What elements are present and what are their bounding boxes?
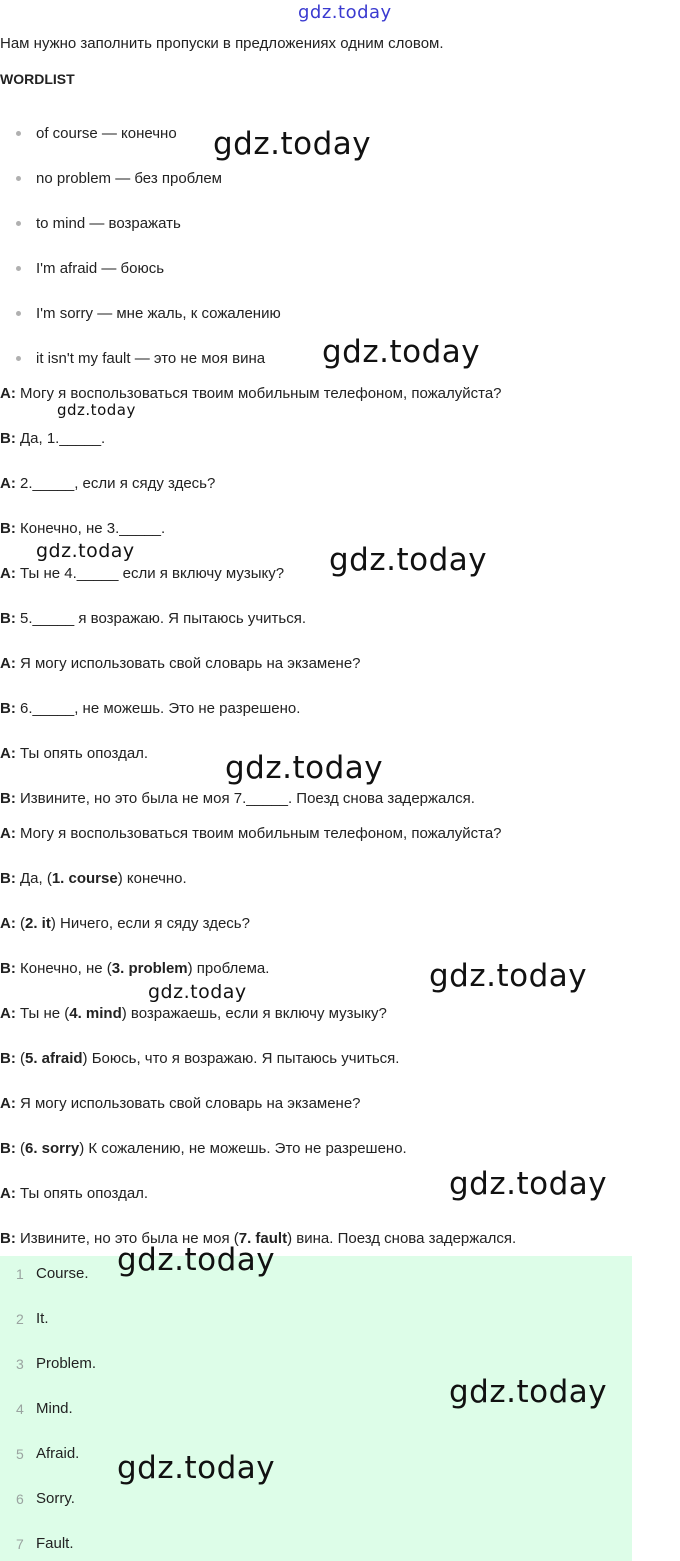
translation-line: A: Ты опять опоздал. [0,1185,149,1202]
translation-line: B: Да, (1. course) конечно. [0,870,187,887]
wordlist-title: WORDLIST [0,71,75,87]
watermark: gdz.today [329,542,488,578]
dialogue-line: B: 5._____ я возражаю. Я пытаюсь учиться. [0,610,307,627]
watermark: gdz.today [449,1166,608,1202]
watermark: gdz.today [213,126,372,162]
watermark: gdz.today [225,750,384,786]
bullet-icon [16,266,21,271]
dialogue-line: A: Ты опять опоздал. [0,745,149,762]
translation-line: B: Извините, но это была не моя (7. fault) вина. Поезд снова задержался. [0,1230,517,1247]
dialogue-line: A: Я могу использовать свой словарь на экзамене? [0,655,361,672]
watermark-top: gdz.today [298,2,392,23]
translation-line: A: (2. it) Ничего, если я сяду здесь? [0,915,250,932]
watermark: gdz.today [117,1450,276,1486]
translation-line: A: Могу я воспользоваться твоим мобильным телефоном, пожалуйста? [0,825,502,842]
translation-line: A: Я могу использовать свой словарь на экзамене? [0,1095,361,1112]
dialogue-line: B: Извините, но это была не моя 7._____. Поезд снова задержался. [0,790,475,807]
watermark: gdz.today [36,540,135,562]
bullet-icon [16,311,21,316]
dialogue-line: B: Конечно, не 3._____. [0,520,166,537]
translation-line: A: Ты не (4. mind) возражаешь, если я включу музыку? [0,1005,387,1022]
dialogue-line: A: Ты не 4._____ если я включу музыку? [0,565,285,582]
watermark: gdz.today [449,1374,608,1410]
bullet-icon [16,221,21,226]
dialogue-line: A: 2._____, если я сяду здесь? [0,475,216,492]
watermark: gdz.today [57,401,136,419]
watermark: gdz.today [117,1242,276,1278]
translation-line: B: (6. sorry) К сожалению, не можешь. Это не разрешено. [0,1140,407,1157]
bullet-icon [16,176,21,181]
watermark: gdz.today [429,958,588,994]
dialogue-line: B: 6._____, не можешь. Это не разрешено. [0,700,301,717]
watermark: gdz.today [322,334,481,370]
answers-box: 1 Course. 2 It. 3 Problem. 4 Mind. 5 Afraid. 6 Sorry. 7 Fault. [0,1256,632,1561]
bullet-icon [16,356,21,361]
watermark: gdz.today [148,981,247,1003]
dialogue-line: B: Да, 1._____. [0,430,106,447]
intro-text: Нам нужно заполнить пропуски в предложениях одним словом. [0,35,444,52]
translation-line: B: Конечно, не (3. problem) проблема. [0,960,270,977]
dialogue-line: A: Могу я воспользоваться твоим мобильным телефоном, пожалуйста? [0,385,502,402]
translation-line: B: (5. afraid) Боюсь, что я возражаю. Я пытаюсь учиться. [0,1050,400,1067]
bullet-icon [16,131,21,136]
